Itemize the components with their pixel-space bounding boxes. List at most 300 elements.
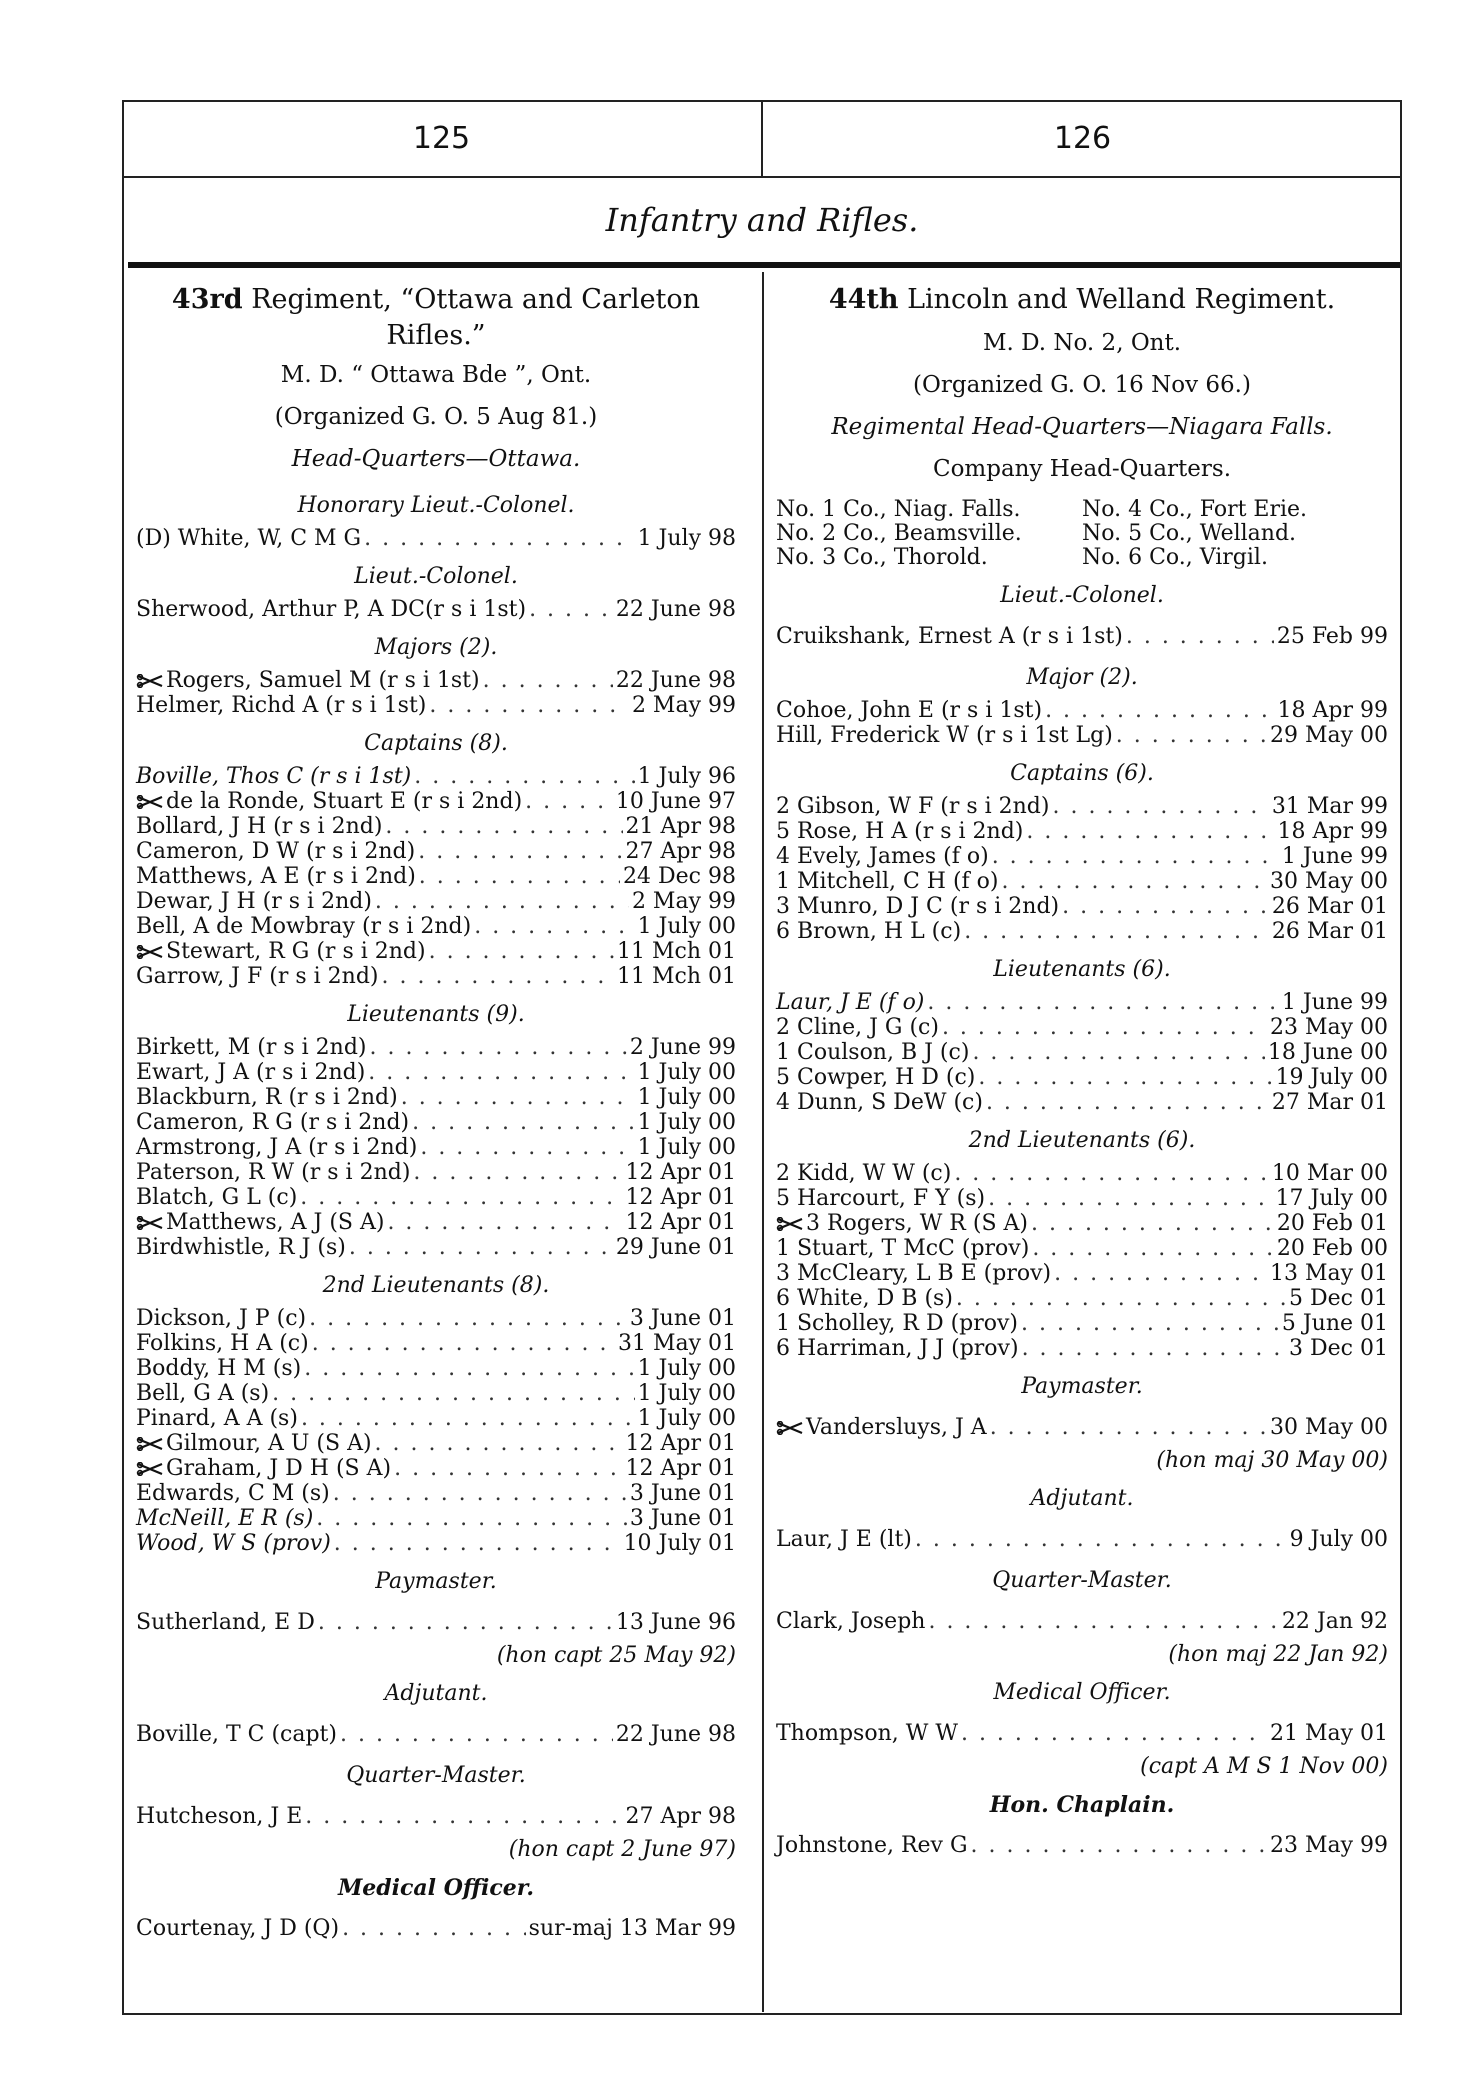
crossed-swords-icon — [136, 1437, 164, 1451]
officer-name — [776, 1211, 1028, 1236]
officer-name — [136, 1306, 306, 1331]
officer-name — [776, 723, 1113, 748]
officer-name-text: Clark, Joseph — [776, 1609, 926, 1634]
officer-name — [776, 869, 999, 894]
column-divider — [762, 272, 764, 2012]
officer-name-text: Bell, G A (s) — [136, 1381, 270, 1406]
commission-date: 1 July 00 — [637, 1110, 736, 1135]
roster-entry — [776, 819, 1388, 844]
officer-name — [136, 1431, 372, 1456]
medical-officer-entry — [136, 1914, 736, 1944]
officer-name — [136, 693, 426, 718]
dot-leader — [1045, 698, 1274, 723]
dot-leader — [1002, 869, 1267, 894]
adjutant-entry — [136, 1720, 736, 1750]
dot-leader — [1022, 1336, 1286, 1361]
dot-leader — [364, 526, 634, 551]
officer-name — [776, 819, 1023, 844]
roster-entry — [776, 1161, 1388, 1186]
officer-name-text: Blackburn, R (r s i 2nd) — [136, 1085, 398, 1110]
dot-leader — [349, 1235, 613, 1260]
dot-leader — [964, 919, 1269, 944]
commission-date: 27 Mar 01 — [1271, 1090, 1388, 1115]
officer-name — [136, 526, 361, 551]
dot-leader — [385, 814, 622, 839]
quarter-master-heading: Quarter-Master. — [992, 1568, 1172, 1593]
crossed-swords-icon — [136, 945, 164, 959]
commission-date: 2 May 99 — [631, 693, 736, 718]
roster-entry — [136, 1802, 736, 1832]
officer-name-text: Bollard, J H (r s i 2nd) — [136, 814, 383, 839]
commission-date: 10 July 01 — [623, 1531, 736, 1556]
roster-entry — [776, 990, 1388, 1015]
dot-leader — [394, 1456, 622, 1481]
dot-leader — [1126, 622, 1274, 652]
roster-entry — [136, 1306, 736, 1331]
dot-leader — [915, 1525, 1287, 1555]
left-column — [136, 282, 736, 1950]
dot-leader — [942, 1015, 1267, 1040]
commission-date: 25 Feb 99 — [1276, 624, 1388, 649]
officer-name — [776, 1015, 939, 1040]
commission-date: 12 Apr 01 — [625, 1210, 736, 1235]
commission-date: 1 July 00 — [637, 1356, 736, 1381]
officer-name — [776, 1040, 969, 1065]
dot-leader — [318, 1608, 613, 1638]
officer-name — [136, 1406, 298, 1431]
commission-date: 22 Jan 92 — [1281, 1609, 1388, 1634]
commission-date: 20 Feb 00 — [1276, 1236, 1388, 1261]
roster-entry — [136, 526, 736, 551]
officer-name-text: Ewart, J A (r s i 2nd) — [136, 1060, 366, 1085]
roster-entry — [776, 622, 1388, 652]
paymaster-heading: Paymaster. — [375, 1569, 497, 1594]
lc-heading: Lieut.-Colonel. — [354, 564, 518, 589]
commission-date: 11 Mch 01 — [617, 964, 736, 989]
dot-leader — [316, 1506, 627, 1531]
crossed-swords-icon — [136, 1216, 164, 1230]
roster-entry — [136, 789, 736, 814]
dot-leader — [474, 914, 634, 939]
commission-date: 31 Mar 99 — [1271, 794, 1388, 819]
officer-name-text: 6 Brown, H L (c) — [776, 919, 962, 944]
officer-name — [136, 914, 471, 939]
officer-name — [136, 1356, 301, 1381]
commission-date: 20 Feb 01 — [1276, 1211, 1388, 1236]
hon-lc-list — [136, 526, 736, 551]
roster-entry — [136, 597, 736, 622]
medical-officer-heading: Medical Officer. — [337, 1875, 535, 1901]
roster-entry — [136, 668, 736, 693]
officer-name-text: Boddy, H M (s) — [136, 1356, 302, 1381]
dot-leader — [418, 839, 622, 864]
lc-list — [776, 622, 1388, 652]
roster-entry — [136, 1035, 736, 1060]
dot-leader — [420, 1135, 634, 1160]
officer-name-text: 2 Gibson, W F (r s i 2nd) — [776, 794, 1050, 819]
crossed-swords-icon — [136, 674, 164, 688]
second-lieutenants-heading: 2nd Lieutenants (8). — [322, 1273, 550, 1298]
captains-list — [136, 764, 736, 989]
roster-entry — [136, 1085, 736, 1110]
dot-leader — [1062, 894, 1269, 919]
commission-date: 26 Mar 01 — [1271, 919, 1388, 944]
quarter-master-entry — [136, 1802, 736, 1862]
officer-name-text: Dewar, J H (r s i 2nd) — [136, 889, 372, 914]
officer-name-text: 4 Dunn, S DeW (c) — [776, 1090, 983, 1115]
roster-entry — [776, 1040, 1388, 1065]
adjutant-entry — [776, 1525, 1388, 1555]
commission-date: 29 June 01 — [615, 1235, 736, 1260]
roster-entry — [776, 1719, 1388, 1749]
roster-entry — [136, 914, 736, 939]
officer-name — [136, 1456, 391, 1481]
officer-name-text: 1 Mitchell, C H (f o) — [776, 869, 999, 894]
officer-name — [136, 939, 426, 964]
roster-entry — [776, 1336, 1388, 1361]
dot-leader — [1054, 1261, 1267, 1286]
officer-name-text: Blatch, G L (c) — [136, 1185, 298, 1210]
officer-name — [776, 844, 989, 869]
officer-name — [776, 990, 924, 1015]
dot-leader — [483, 668, 613, 693]
officer-name — [136, 864, 416, 889]
officer-name-text: Gilmour, A U (S A) — [166, 1431, 372, 1456]
dot-leader — [972, 1040, 1264, 1065]
second-lieutenants-list — [136, 1306, 736, 1556]
roster-entry — [136, 1331, 736, 1356]
officer-name-text: 5 Rose, H A (r s i 2nd) — [776, 819, 1024, 844]
dot-leader — [413, 1160, 622, 1185]
officer-name — [776, 698, 1042, 723]
dot-leader — [988, 1186, 1272, 1211]
officer-name-text: 1 Coulson, B J (c) — [776, 1040, 970, 1065]
officer-name-text: McNeill, E R (s) — [136, 1506, 314, 1531]
officer-name — [136, 1185, 297, 1210]
officer-name — [136, 1110, 409, 1135]
commission-date: 26 Mar 01 — [1271, 894, 1388, 919]
dot-leader — [375, 1431, 623, 1456]
regiment-title — [136, 282, 736, 318]
officer-name-text: 5 Harcourt, F Y (s) — [776, 1186, 986, 1211]
commission-date: 1 July 00 — [637, 914, 736, 939]
officer-name-text: Johnstone, Rev G — [776, 1833, 968, 1858]
chaplain-heading: Hon. Chaplain. — [989, 1792, 1175, 1818]
roster-entry — [776, 723, 1388, 748]
captains-heading: Captains (8). — [364, 731, 508, 756]
commission-date: 21 May 01 — [1269, 1721, 1388, 1746]
roster-entry — [776, 1413, 1388, 1443]
dot-leader — [1116, 723, 1267, 748]
commission-date: 27 Apr 98 — [625, 839, 736, 864]
roster-entry — [136, 1160, 736, 1185]
roster-entry — [136, 839, 736, 864]
dot-leader — [954, 1161, 1269, 1186]
commission-date: 10 June 97 — [615, 789, 736, 814]
dot-leader — [986, 1090, 1269, 1115]
roster-entry — [776, 1065, 1388, 1090]
dot-leader — [414, 764, 634, 789]
company-hq-heading: Company Head-Quarters. — [932, 456, 1232, 482]
commission-date: 2 May 99 — [631, 889, 736, 914]
roster-entry — [776, 894, 1388, 919]
officer-name — [776, 622, 1123, 652]
company-hq-item: No. 2 Co., Beamsville. — [776, 521, 1022, 546]
commission-date: 23 May 00 — [1269, 1015, 1388, 1040]
commission-date: 1 July 96 — [637, 764, 736, 789]
officer-name — [776, 1090, 983, 1115]
dot-leader — [1021, 1311, 1279, 1336]
officer-name — [136, 1085, 398, 1110]
commission-date: 2 June 99 — [629, 1035, 736, 1060]
commission-date: 21 Apr 98 — [625, 814, 736, 839]
commission-date: 18 June 00 — [1267, 1040, 1388, 1065]
quarter-master-heading: Quarter-Master. — [346, 1763, 526, 1788]
second-lieutenants-list — [776, 1161, 1388, 1361]
officer-name — [776, 1607, 925, 1637]
dot-leader — [340, 1720, 613, 1750]
dot-leader — [1026, 819, 1274, 844]
roster-entry — [776, 919, 1388, 944]
officer-name-text: Laur, J E (f o) — [776, 990, 925, 1015]
dot-leader — [412, 1110, 634, 1135]
officer-name-text: de la Ronde, Stuart E (r s i 2nd) — [166, 789, 523, 814]
roster-entry — [136, 693, 736, 718]
honorary-rank-note: (hon capt 25 May 92) — [496, 1643, 736, 1668]
officer-name-text: Cohoe, John E (r s i 1st) — [776, 698, 1043, 723]
medical-officer-entry — [776, 1719, 1388, 1779]
honorary-rank-note: (capt A M S 1 Nov 00) — [1140, 1754, 1388, 1779]
commission-date: 1 July 00 — [637, 1381, 736, 1406]
major-heading: Major (2). — [1026, 665, 1138, 690]
commission-date: 12 Apr 01 — [625, 1456, 736, 1481]
officer-name — [776, 1261, 1051, 1286]
medical-officer-heading: Medical Officer. — [993, 1680, 1171, 1705]
officer-name-text: Hutcheson, J E — [136, 1804, 303, 1829]
regiment-name-line2: Rifles.” — [386, 320, 486, 351]
roster-entry — [136, 1135, 736, 1160]
roster-entry — [776, 698, 1388, 723]
lieutenants-heading: Lieutenants (9). — [347, 1002, 525, 1027]
page-number-left: 125 — [122, 100, 763, 176]
dot-leader — [429, 693, 629, 718]
roster-entry — [136, 764, 736, 789]
officer-name — [136, 1060, 365, 1085]
captains-list — [776, 794, 1388, 944]
commission-date: 3 June 01 — [629, 1306, 736, 1331]
lieutenants-heading: Lieutenants (6). — [993, 957, 1171, 982]
chaplain-entry — [776, 1831, 1388, 1861]
officer-name-text: Bell, A de Mowbray (r s i 2nd) — [136, 914, 472, 939]
commission-date: 3 June 01 — [629, 1506, 736, 1531]
commission-date: 1 June 99 — [1281, 990, 1388, 1015]
dot-leader — [333, 1481, 627, 1506]
headquarters: Regimental Head-Quarters—Niagara Falls. — [831, 414, 1333, 440]
officer-name-text: 2 Cline, J G (c) — [776, 1015, 939, 1040]
officer-name — [136, 1481, 330, 1506]
dot-leader — [375, 889, 629, 914]
commission-date: 5 Dec 01 — [1289, 1286, 1388, 1311]
dot-leader — [529, 597, 613, 622]
roster-entry — [136, 1720, 736, 1750]
right-column — [776, 282, 1388, 1867]
majors-list — [136, 668, 736, 718]
paymaster-entry — [136, 1608, 736, 1668]
commission-date: 29 May 00 — [1269, 723, 1388, 748]
officer-name — [136, 1135, 417, 1160]
commission-date: 24 Dec 98 — [623, 864, 736, 889]
officer-name — [776, 794, 1049, 819]
officer-name — [776, 1336, 1019, 1361]
commission-date: 5 June 01 — [1281, 1311, 1388, 1336]
officer-name-text: 5 Cowper, H D (c) — [776, 1065, 976, 1090]
roster-entry — [136, 1506, 736, 1531]
roster-entry — [776, 869, 1388, 894]
regiment-title — [776, 282, 1388, 318]
commission-date: sur-maj 13 Mar 99 — [528, 1916, 736, 1941]
officer-name-text: Folkins, H A (c) — [136, 1331, 309, 1356]
roster-entry — [776, 1525, 1388, 1555]
officer-name-text: Sherwood, Arthur P, A DC(r s i 1st) — [136, 597, 527, 622]
roster-entry — [776, 1261, 1388, 1286]
dot-leader — [301, 1406, 635, 1431]
headquarters: Head-Quarters—Ottawa. — [291, 446, 581, 472]
officer-name-text: Wood, W S (prov) — [136, 1531, 331, 1556]
roster-entry — [776, 1286, 1388, 1311]
dot-leader — [961, 1719, 1267, 1749]
officer-name — [136, 889, 372, 914]
dot-leader — [978, 1065, 1272, 1090]
regiment-name: Lincoln and Welland Regiment. — [898, 284, 1336, 315]
roster-entry — [136, 1381, 736, 1406]
officer-name — [136, 597, 526, 622]
dot-leader — [370, 1035, 627, 1060]
officer-name-text: 4 Evely, James (f o) — [776, 844, 989, 869]
page-number-bar — [122, 100, 1402, 178]
adjutant-heading: Adjutant. — [1030, 1486, 1134, 1511]
commission-date: 22 June 98 — [615, 668, 736, 693]
officer-name-text: 3 Rogers, W R (S A) — [806, 1211, 1028, 1236]
officer-name — [136, 1331, 309, 1356]
officer-name — [776, 1311, 1018, 1336]
officer-name-text: Edwards, C M (s) — [136, 1481, 330, 1506]
officer-name — [776, 1186, 985, 1211]
officer-name — [776, 1525, 912, 1555]
page-number-right: 126 — [1053, 120, 1112, 156]
officer-name — [776, 1286, 953, 1311]
commission-date: 17 July 00 — [1275, 1186, 1388, 1211]
officer-name — [136, 1381, 269, 1406]
officer-name-text: Armstrong, J A (r s i 2nd) — [136, 1135, 418, 1160]
commission-date: 12 Apr 01 — [625, 1185, 736, 1210]
officer-name-text: Sutherland, E D — [136, 1610, 315, 1635]
commission-date: 22 June 98 — [615, 597, 736, 622]
regiment-number: 43rd — [171, 284, 243, 315]
dot-leader — [971, 1831, 1267, 1861]
officer-name-text: Paterson, R W (r s i 2nd) — [136, 1160, 411, 1185]
officer-name-text: (D) White, W, C M G — [136, 526, 362, 551]
officer-name-text: Dickson, J P (c) — [136, 1306, 307, 1331]
dot-leader — [992, 844, 1279, 869]
commission-date: 9 July 00 — [1289, 1527, 1388, 1552]
officer-name — [776, 919, 961, 944]
commission-date: 1 July 00 — [637, 1060, 736, 1085]
officer-name — [136, 814, 382, 839]
officer-name-text: Cameron, D W (r s i 2nd) — [136, 839, 416, 864]
military-district: M. D. “ Ottawa Bde ”, Ont. — [280, 362, 592, 388]
crossed-swords-icon — [136, 795, 164, 809]
roster-entry — [136, 1531, 736, 1556]
officer-name-text: Helmer, Richd A (r s i 1st) — [136, 693, 427, 718]
commission-date: 12 Apr 01 — [625, 1431, 736, 1456]
officer-name-text: Rogers, Samuel M (r s i 1st) — [166, 668, 480, 693]
lieutenants-list — [776, 990, 1388, 1115]
officer-name — [136, 964, 378, 989]
officer-name-text: Hill, Frederick W (r s i 1st Lg) — [776, 723, 1113, 748]
dot-leader — [429, 939, 614, 964]
dot-leader — [334, 1531, 621, 1556]
dot-leader — [342, 1914, 526, 1944]
roster-entry — [136, 1185, 736, 1210]
roster-entry — [136, 1481, 736, 1506]
military-district: M. D. No. 2, Ont. — [982, 330, 1182, 356]
officer-name-text: Courtenay, J D (Q) — [136, 1916, 340, 1941]
roster-entry — [776, 844, 1388, 869]
officer-name-text: 1 Scholley, R D (prov) — [776, 1311, 1019, 1336]
roster-entry — [136, 1060, 736, 1085]
officer-name — [136, 1035, 367, 1060]
officer-name-text: Cruikshank, Ernest A (r s i 1st) — [776, 624, 1123, 649]
roster-entry — [136, 1456, 736, 1481]
commission-date: 30 May 00 — [1269, 1415, 1388, 1440]
dot-leader — [525, 789, 613, 814]
second-lieutenants-heading: 2nd Lieutenants (6). — [968, 1128, 1196, 1153]
officer-name-text: Matthews, A J (S A) — [166, 1210, 385, 1235]
dot-leader — [304, 1356, 634, 1381]
officer-name-text: Birkett, M (r s i 2nd) — [136, 1035, 367, 1060]
dot-leader — [1052, 794, 1268, 819]
lc-list — [136, 597, 736, 622]
dot-leader — [300, 1185, 622, 1210]
roster-entry — [136, 864, 736, 889]
lc-heading: Lieut.-Colonel. — [1000, 583, 1164, 608]
roster-entry — [776, 1236, 1388, 1261]
commission-date: 13 May 01 — [1269, 1261, 1388, 1286]
adjutant-heading: Adjutant. — [384, 1681, 488, 1706]
commission-date: 18 Apr 99 — [1277, 698, 1388, 723]
roster-entry — [776, 1831, 1388, 1861]
dot-leader — [387, 1210, 622, 1235]
officer-name-text: Matthews, A E (r s i 2nd) — [136, 864, 416, 889]
commission-date: 19 July 00 — [1275, 1065, 1388, 1090]
dot-leader — [309, 1306, 627, 1331]
dot-leader — [401, 1085, 635, 1110]
honorary-rank-note: (hon capt 2 June 97) — [508, 1837, 736, 1862]
paymaster-entry — [776, 1413, 1388, 1473]
crossed-swords-icon — [776, 1217, 804, 1231]
dot-leader — [1032, 1236, 1274, 1261]
commission-date: 18 Apr 99 — [1277, 819, 1388, 844]
officer-name-text: Birdwhistle, R J (s) — [136, 1235, 346, 1260]
officer-name — [776, 1831, 968, 1861]
commission-date: 27 Apr 98 — [625, 1804, 736, 1829]
commission-date: 10 Mar 00 — [1271, 1161, 1388, 1186]
roster-entry — [776, 794, 1388, 819]
officer-name — [136, 1160, 410, 1185]
dot-leader — [305, 1802, 622, 1832]
officer-name-text: Pinard, A A (s) — [136, 1406, 298, 1431]
roster-entry — [776, 1211, 1388, 1236]
